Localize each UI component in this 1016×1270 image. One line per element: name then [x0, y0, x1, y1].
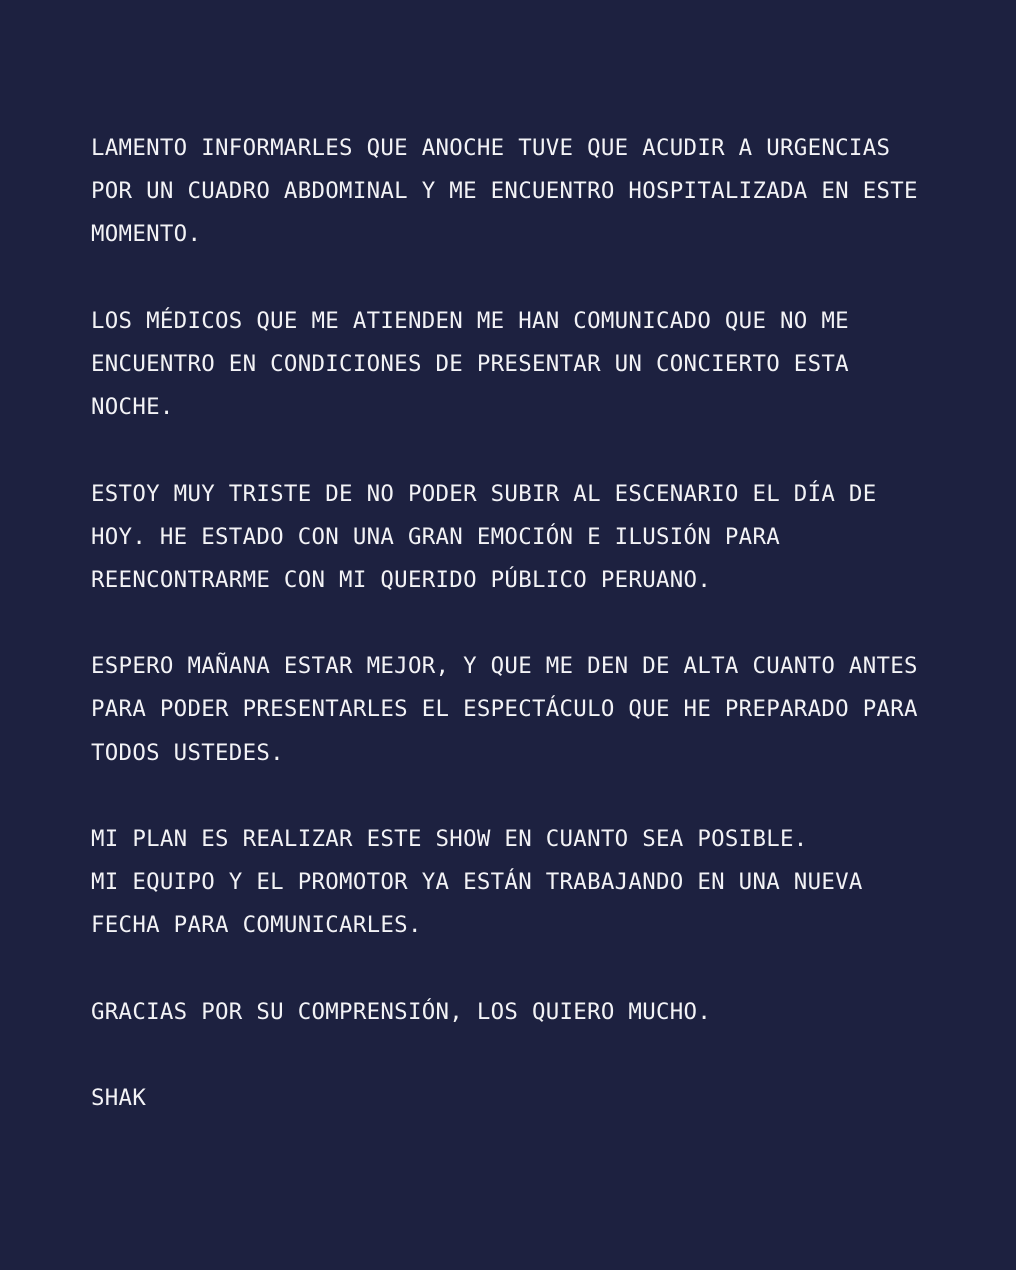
text-line: LAMENTO INFORMARLES QUE ANOCHE TUVE QUE ACUDIR A URGENCIAS [91, 135, 891, 161]
paragraph-1 [91, 127, 971, 257]
paragraph-spacer [91, 948, 971, 991]
signature: SHAK [91, 1085, 147, 1112]
paragraph-3 [91, 473, 971, 603]
text-line: FECHA PARA COMUNICARLES. [91, 912, 422, 939]
paragraph-spacer [91, 602, 971, 645]
paragraph-5 [91, 818, 971, 948]
paragraph-4 [91, 645, 971, 775]
paragraph-spacer [91, 429, 971, 472]
paragraph-6 [91, 991, 971, 1034]
text-line: GRACIAS POR SU COMPRENSIÓN, LOS QUIERO MUCHO. [91, 998, 712, 1025]
paragraph-spacer [91, 257, 971, 300]
statement-text [91, 127, 971, 1120]
text-line: PARA PODER PRESENTARLES EL ESPECTÁCULO QUE HE PREPARADO PARA [91, 696, 918, 723]
text-line: MI PLAN ES REALIZAR ESTE SHOW EN CUANTO SEA POSIBLE. [91, 826, 808, 852]
text-line: HOY. HE ESTADO CON UNA GRAN EMOCIÓN E ILUSIÓN PARA [91, 523, 781, 550]
paragraph-spacer [91, 775, 971, 818]
text-line: ESTOY MUY TRISTE DE NO PODER SUBIR AL ESCENARIO EL DÍA DE [91, 480, 877, 507]
text-line: REENCONTRARME CON MI QUERIDO PÚBLICO PERUANO. [91, 566, 712, 593]
paragraph-spacer [91, 1034, 971, 1077]
text-line: ENCUENTRO EN CONDICIONES DE PRESENTAR UN CONCIERTO ESTA [91, 350, 849, 377]
text-line: TODOS USTEDES. [91, 739, 284, 766]
text-line: ESPERO MAÑANA ESTAR MEJOR, Y QUE ME DEN DE ALTA CUANTO ANTES [91, 653, 918, 680]
text-line: NOCHE. [91, 394, 174, 421]
text-line: MOMENTO. [91, 221, 202, 248]
text-line: LOS MÉDICOS QUE ME ATIENDEN ME HAN COMUNICADO QUE NO ME [91, 307, 849, 334]
paragraph-2 [91, 300, 971, 430]
text-line: MI EQUIPO Y EL PROMOTOR YA ESTÁN TRABAJANDO EN UNA NUEVA [91, 869, 863, 896]
text-line: POR UN CUADRO ABDOMINAL Y ME ENCUENTRO HOSPITALIZADA EN ESTE [91, 178, 918, 205]
